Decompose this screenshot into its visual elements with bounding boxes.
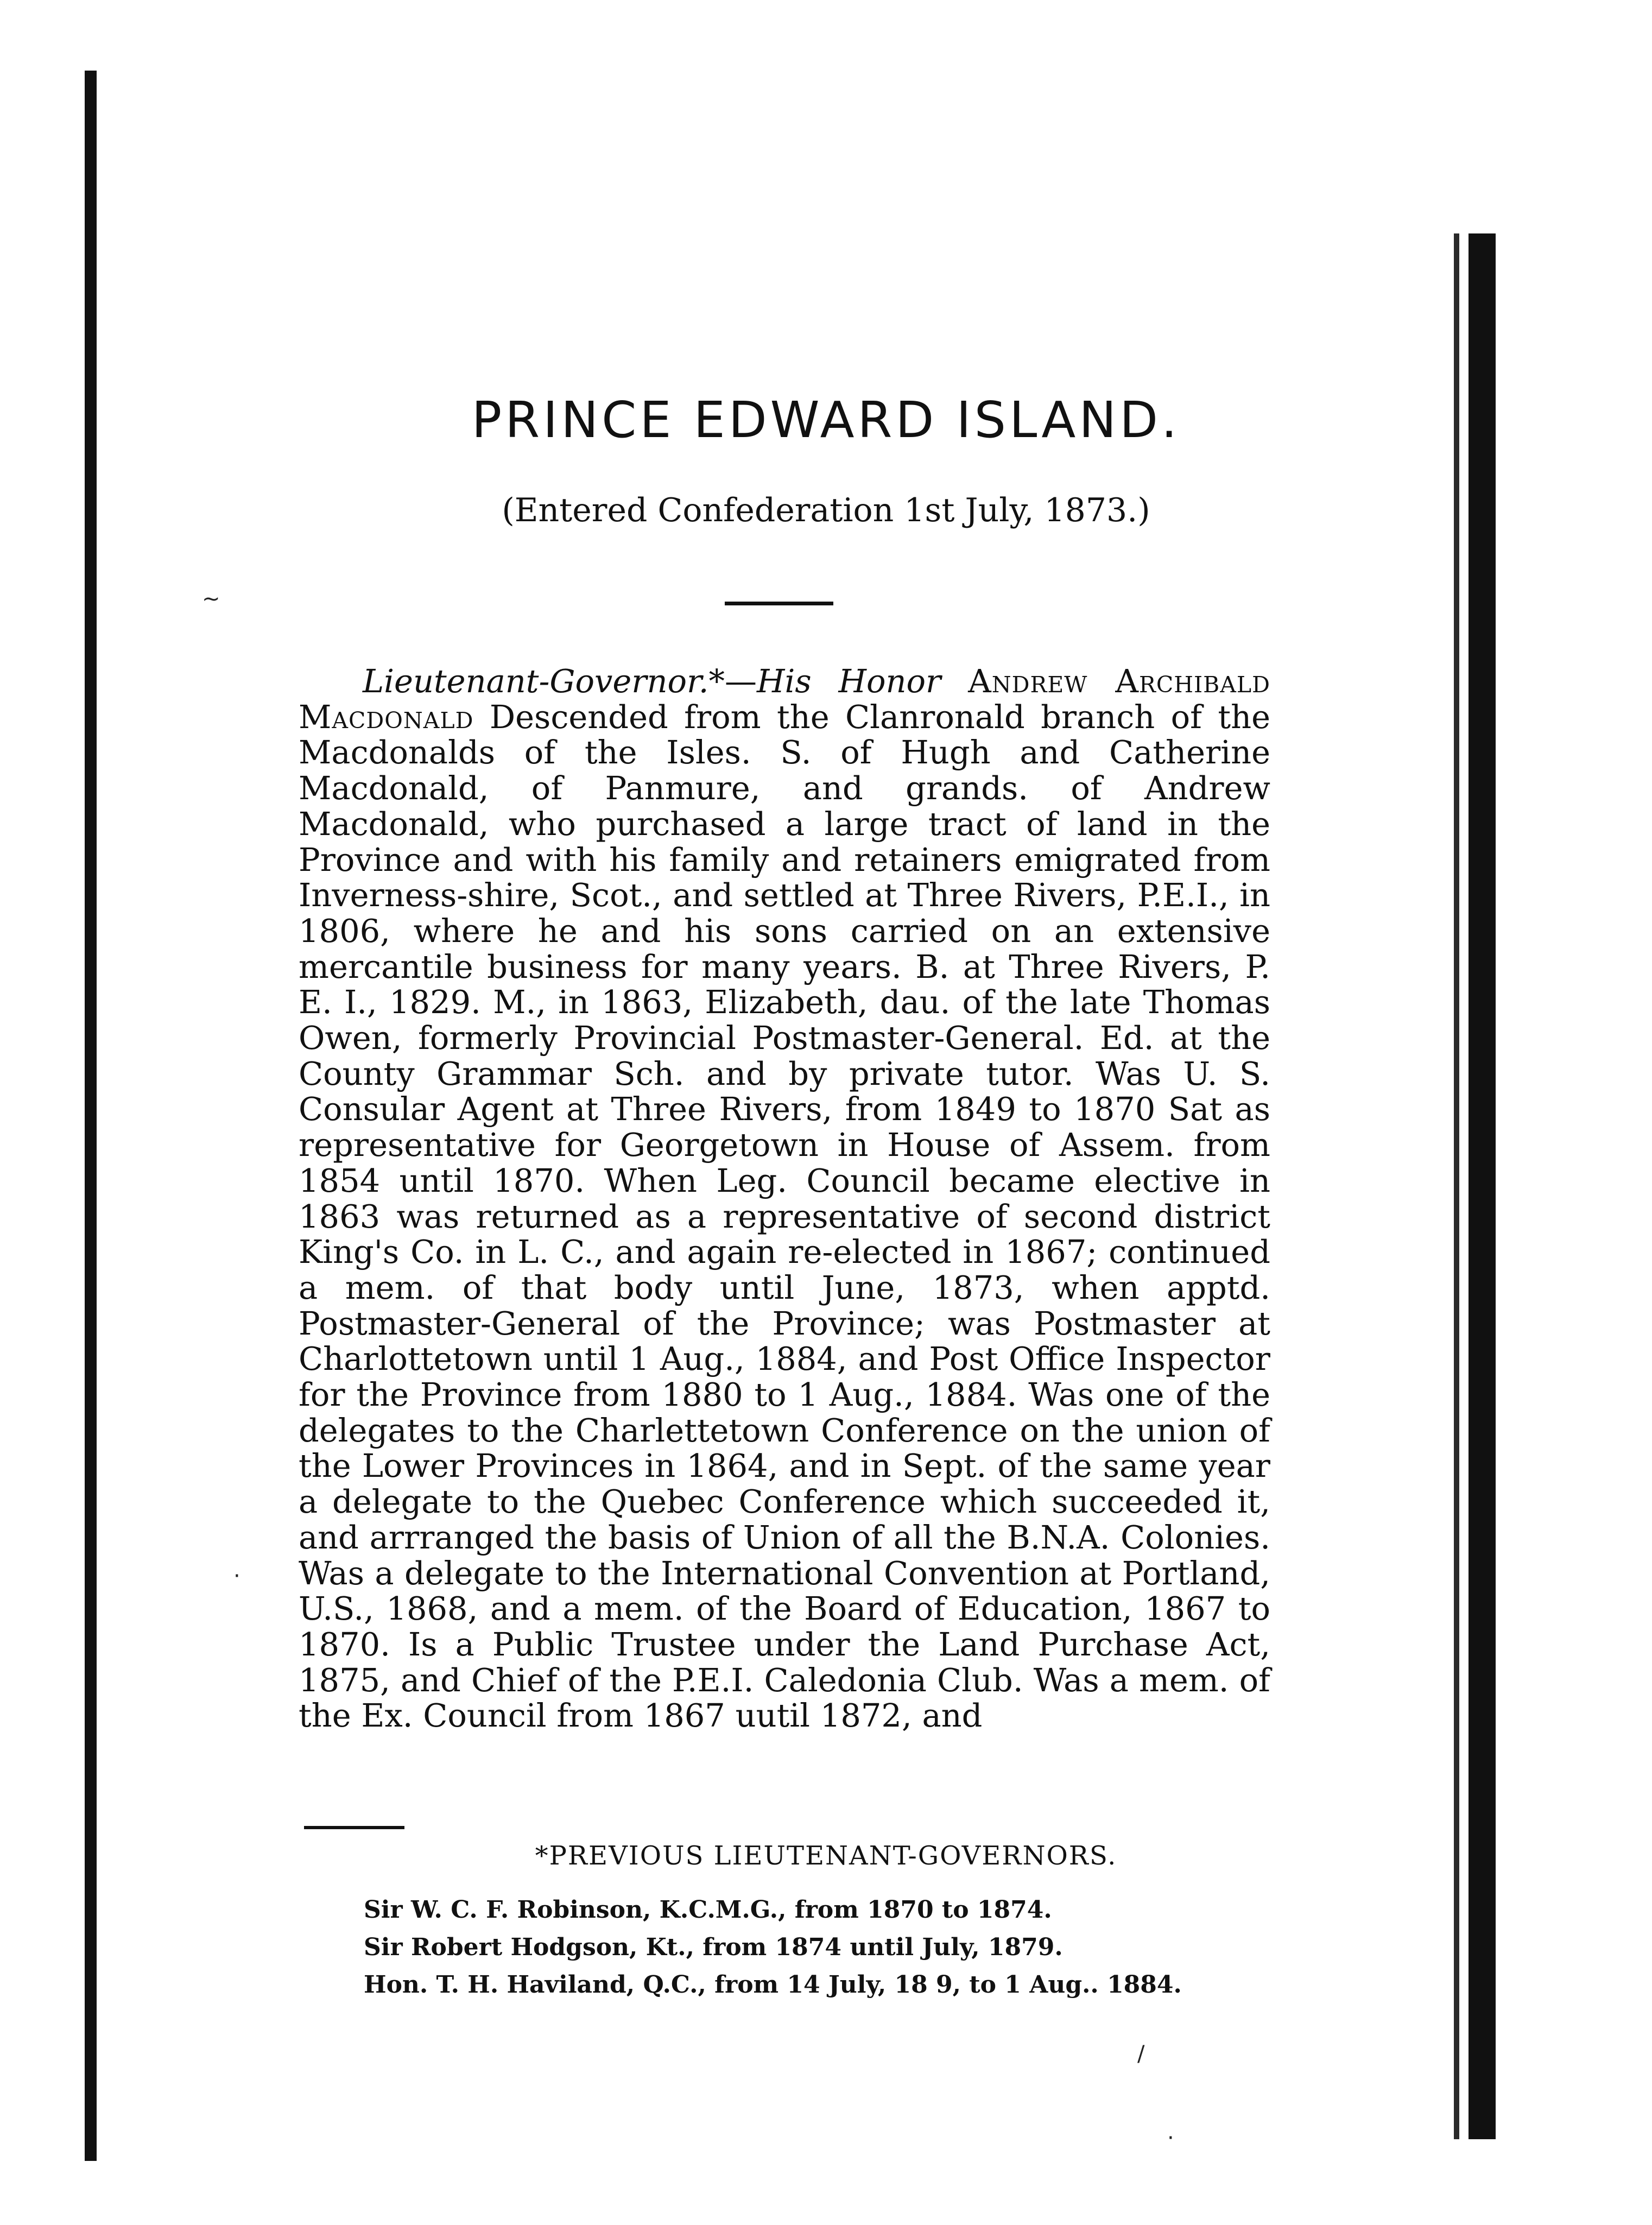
scan-mark: ·	[233, 1564, 240, 1589]
scan-mark: ·	[1167, 2126, 1174, 2151]
footnote-item: Sir W. C. F. Robinson, K.C.M.G., from 1870 to 1874.	[364, 1896, 1052, 1924]
honorific: His Honor	[757, 662, 941, 700]
governor-name: Andrew Archibald Macdonald	[299, 662, 1270, 736]
em-dash: —	[725, 662, 757, 700]
footnote-heading: *PREVIOUS LIEUTENANT-GOVERNORS.	[535, 1841, 1117, 1871]
biography-text: Descended from the Clanronald branch of the Macdonalds of the Isles. S. of Hugh and Catherine Macdonald, of Panmure, and grands. of Andrew Macdonald, who purchased a large tract of land in the Province and with his family and retainers emigrated from Inverness-shire, Scot., and settled at Three Rivers, P.E.I., in 1806, where he and his sons carried on an extensive mercantile business for many years. B. at Three Rivers, P. E. I., 1829. M., in 1863, Elizabeth, dau. of the late Thomas Owen, formerly Provincial Postmaster-General. Ed. at the County Grammar Sch. and by private tutor. Was U. S. Consular Agent at Three Rivers, from 1849 to 1870 Sat as representative for Georgetown in House of Assem. from 1854 until 1870. When Leg. Council became elective in 1863 was returned as a representative of second district King's Co. in L. C., and again re-elected in 1867; continued a mem. of that body until June, 1873, when apptd. Postmaster-General of the Province; was Postmaster at Charlottetown until 1 Aug., 1884, and Post Office Inspector for the Province from 1880 to 1 Aug., 1884. Was one of the delegates to the Charlettetown Conference on the union of the Lower Provinces in 1864, and in Sept. of the same year a delegate to the Quebec Conference which succeeded it, and arrranged the basis of Union of all the B.N.A. Colonies. Was a delegate to the International Convention at Portland, U.S., 1868, and a mem. of the Board of Education, 1867 to 1870. Is a Public Trustee under the Land Purchase Act, 1875, and Chief of the P.E.I. Caledonia Club. Was a mem. of the Ex. Council from 1867 uutil 1872, and	[299, 698, 1270, 1735]
page-title: PRINCE EDWARD ISLAND.	[471, 391, 1181, 449]
page-subtitle: (Entered Confederation 1st July, 1873.)	[502, 491, 1150, 529]
footnote-marker: *	[708, 662, 725, 700]
scan-mark: /	[1137, 2041, 1145, 2066]
title-divider	[725, 602, 833, 605]
footnote-item: Sir Robert Hodgson, Kt., from 1874 until July, 1879.	[364, 1933, 1063, 1961]
footnote-rule	[304, 1826, 404, 1829]
office-title: Lieutenant-Governor.	[363, 662, 709, 700]
footnote-item: Hon. T. H. Haviland, Q.C., from 14 July, 18 9, to 1 Aug.. 1884.	[364, 1971, 1182, 1999]
biography-paragraph	[299, 663, 1270, 1734]
scan-mark: ~	[202, 586, 220, 611]
footnote-list	[364, 1891, 1182, 2003]
